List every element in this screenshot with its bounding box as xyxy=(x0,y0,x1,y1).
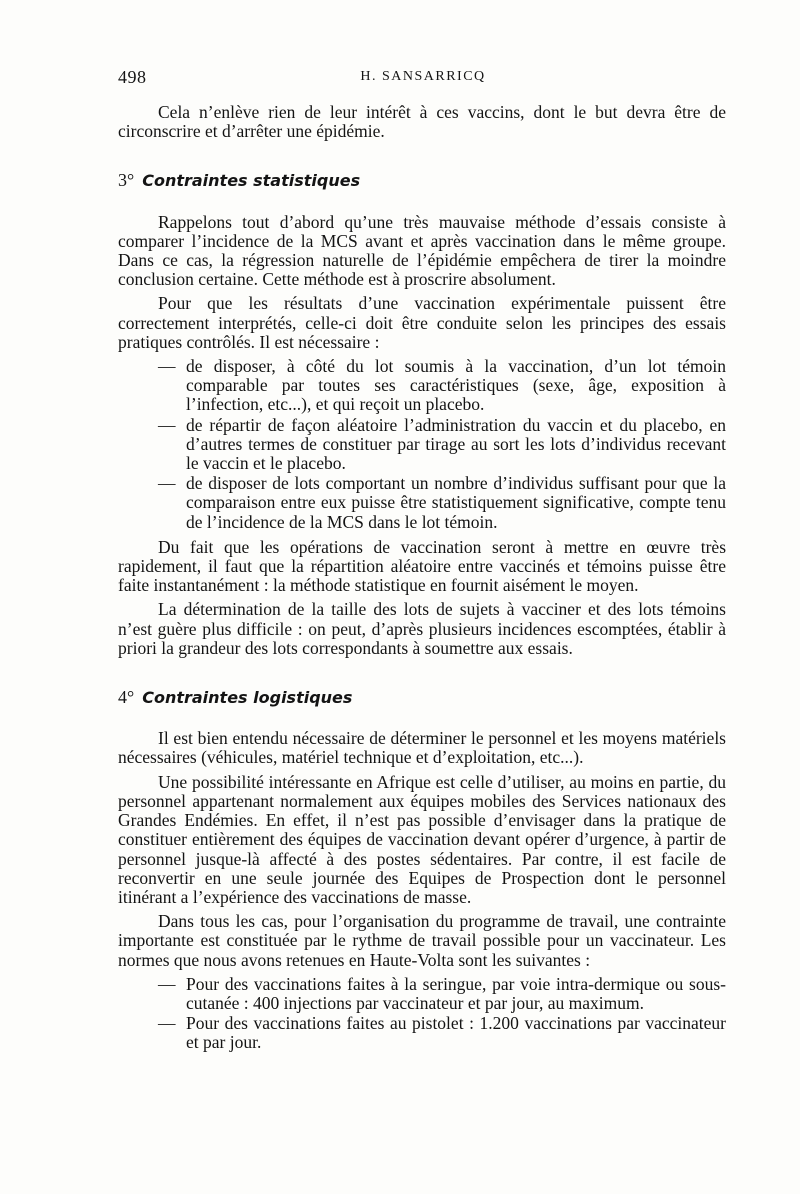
list-item-text: de disposer de lots comportant un nombre d’individus suffisant pour que la comparaison entre eux puisse être statistiquement significative, compte tenu de l’incidence de la MCS dans le lot témoin. xyxy=(186,473,726,532)
list-item-text: de disposer, à côté du lot soumis à la vaccination, d’un lot témoin comparable par toutes ses caractéristiques (sexe, âge, exposition à l’infection, etc...), et qui reçoit un placebo. xyxy=(186,356,726,415)
section-4-paragraph-2: Une possibilité intéressante en Afrique est celle d’utiliser, au moins en partie, du personnel appartenant normalement aux équipes mobiles des Services nationaux des Grandes Endémies. En effet, il n’est pas possible d’envisager dans la pratique de constituer entièrement des équipes de vaccination devant opérer d’urgence, à partir de personnel jusque-là affecté à des postes sédentaires. Par contre, il est facile de reconvertir en une seule journée des Equipes de Prospection dont le personnel itinérant a l’expérience des vaccinations de masse. xyxy=(118,771,726,907)
dash-bullet: — xyxy=(158,1013,176,1034)
page-number: 498 xyxy=(118,67,147,87)
dash-bullet: — xyxy=(158,356,176,377)
section-4-norms-list xyxy=(118,975,726,1053)
section-3-paragraph-1: Rappelons tout d’abord qu’une très mauvaise méthode d’essais consiste à comparer l’incidence de la MCS avant et après vaccination dans le même groupe. Dans ce cas, la régression naturelle de l’épidémie empêchera de tirer la moindre conclusion certaine. Cette méthode est à proscrire absolument. xyxy=(118,211,726,290)
dash-bullet: — xyxy=(158,473,176,494)
section-3-paragraph-2: Pour que les résultats d’une vaccination expérimentale puissent être correctement interprétés, celle-ci doit être conduite selon les principes des essais pratiques contrôlés. Il est nécessaire : xyxy=(118,293,726,352)
list-item-text: Pour des vaccinations faites au pistolet : 1.200 vaccinations par vaccinateur et par jour. xyxy=(186,1013,726,1053)
section-3-requirements-list xyxy=(118,357,726,532)
section-3-title: Contraintes statistiques xyxy=(142,171,361,191)
running-head: H. SANSARRICQ xyxy=(360,69,486,84)
list-item xyxy=(118,357,726,415)
list-item xyxy=(118,1014,726,1052)
dash-bullet: — xyxy=(158,973,176,994)
section-3-paragraph-4: La détermination de la taille des lots de sujets à vacciner et des lots témoins n’est guère plus difficile : on peut, d’après plusieurs incidences escomptées, établir à priori la grandeur des lots correspondants à soumettre aux essais. xyxy=(118,599,726,658)
section-3-number: 3° xyxy=(118,170,135,191)
section-4-heading xyxy=(118,688,726,707)
section-3-heading xyxy=(118,171,726,190)
section-4-paragraph-1: Il est bien entendu nécessaire de déterminer le personnel et les moyens matériels nécessaires (véhicules, matériel technique et d’exploitation, etc...). xyxy=(118,728,726,768)
section-4-number: 4° xyxy=(118,687,135,708)
dash-bullet: — xyxy=(158,414,176,435)
section-4-title: Contraintes logistiques xyxy=(142,688,353,708)
section-3-paragraph-3: Du fait que les opérations de vaccination seront à mettre en œuvre très rapidement, il faut que la répartition aléatoire entre vaccinés et témoins puisse être faite instantanément : la méthode statistique en fournit aisément le moyen. xyxy=(118,536,726,596)
list-item xyxy=(118,416,726,474)
section-4-paragraph-3: Dans tous les cas, pour l’organisation du programme de travail, une contrainte importante est constituée par le rythme de travail possible pour un vaccinateur. Les normes que nous avons retenues en Haute-Volta sont les suivantes : xyxy=(118,911,726,970)
intro-paragraph: Cela n’enlève rien de leur intérêt à ces vaccins, dont le but devra être de circonscrire et d’arrêter une épidémie. xyxy=(118,102,726,142)
page-header xyxy=(118,67,728,93)
list-item xyxy=(118,474,726,532)
list-item xyxy=(118,975,726,1013)
list-item-text: Pour des vaccinations faites à la seringue, par voie intra-dermique ou sous-cutanée : 400 injections par vaccinateur et par jour, au maximum. xyxy=(186,973,726,1013)
list-item-text: de répartir de façon aléatoire l’administration du vaccin et du placebo, en d’autres termes de constituer par tirage au sort les lots d’individus recevant le vaccin et le placebo. xyxy=(186,414,726,474)
body-text xyxy=(118,103,726,1059)
